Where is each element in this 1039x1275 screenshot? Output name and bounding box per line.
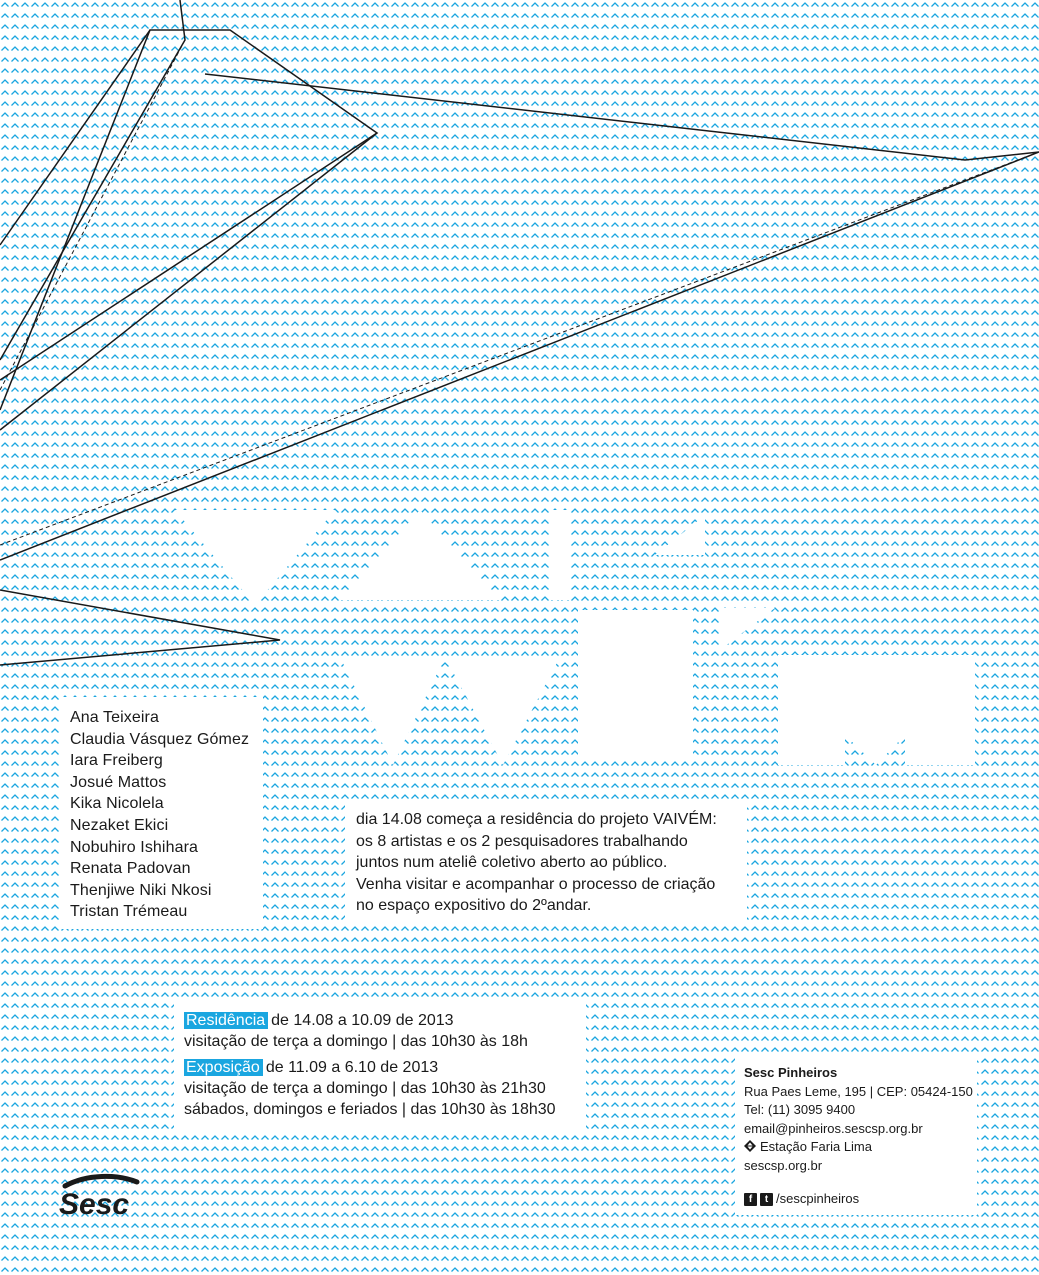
venue-site[interactable]: sescsp.org.br	[744, 1157, 823, 1173]
artist-name: Claudia Vásquez Gómez	[70, 730, 250, 748]
residencia-dates: de 14.08 a 10.09 de 2013	[271, 1012, 454, 1029]
venue-email[interactable]: email@pinheiros.sescsp.org.br	[744, 1120, 923, 1136]
venue-metro	[744, 1138, 977, 1157]
intro-line: os 8 artistas e os 2 pesquisadores trabalhando	[356, 832, 688, 850]
intro-text-box	[345, 800, 747, 923]
venue-address: Rua Paes Leme, 195 | CEP: 05424-150	[744, 1083, 973, 1099]
artist-name: Kika Nicolela	[70, 795, 164, 813]
artist-name: Ana Teixeira	[70, 709, 159, 726]
artist-name: Nezaket Ekici	[70, 816, 169, 834]
intro-line: no espaço expositivo do 2ºandar.	[356, 897, 592, 914]
sesc-logo	[57, 1172, 147, 1222]
exposicao-dates-line	[184, 1057, 586, 1078]
logo-text: Sesc	[59, 1188, 130, 1221]
metro-station: Estação Faria Lima	[760, 1139, 872, 1154]
facebook-icon[interactable]: f	[744, 1193, 757, 1206]
artist-name: Thenjiwe Niki Nkosi	[70, 881, 212, 899]
social-handle[interactable]: /sescpinheiros	[776, 1191, 860, 1206]
artist-name: Renata Padovan	[70, 860, 191, 878]
residencia-tag: Residência	[184, 1012, 268, 1029]
intro-line: dia 14.08 começa a residência do projeto VAIVÉM:	[356, 811, 717, 828]
artist-name: Nobuhiro Ishihara	[70, 838, 198, 856]
artists-list	[60, 697, 263, 929]
artist-name: Tristan Trémeau	[70, 903, 188, 921]
social-links[interactable]	[744, 1190, 977, 1209]
venue-phone: Tel: (11) 3095 9400	[744, 1102, 856, 1117]
metro-icon	[744, 1140, 756, 1152]
exposicao-dates: de 11.09 a 6.10 de 2013	[265, 1059, 439, 1076]
artist-name: Josué Mattos	[70, 773, 167, 791]
residencia-dates-line	[184, 1010, 586, 1031]
exposicao-hours-weekend: sábados, domingos e feriados | das 10h30 às 18h30	[184, 1101, 556, 1118]
twitter-icon[interactable]: t	[760, 1193, 773, 1206]
schedule-box	[174, 1003, 586, 1129]
contact-box	[735, 1053, 977, 1215]
intro-line: juntos num ateliê coletivo aberto ao público.	[356, 854, 668, 871]
residencia-hours: visitação de terça a domingo | das 10h30 às 18h	[184, 1033, 528, 1050]
intro-line: Venha visitar e acompanhar o processo de criação	[356, 875, 716, 893]
exposicao-hours-week: visitação de terça a domingo | das 10h30 às 21h30	[184, 1080, 546, 1097]
artist-name: Iara Freiberg	[70, 752, 163, 770]
venue-title: Sesc Pinheiros	[744, 1065, 838, 1080]
exposicao-tag: Exposição	[184, 1059, 263, 1076]
